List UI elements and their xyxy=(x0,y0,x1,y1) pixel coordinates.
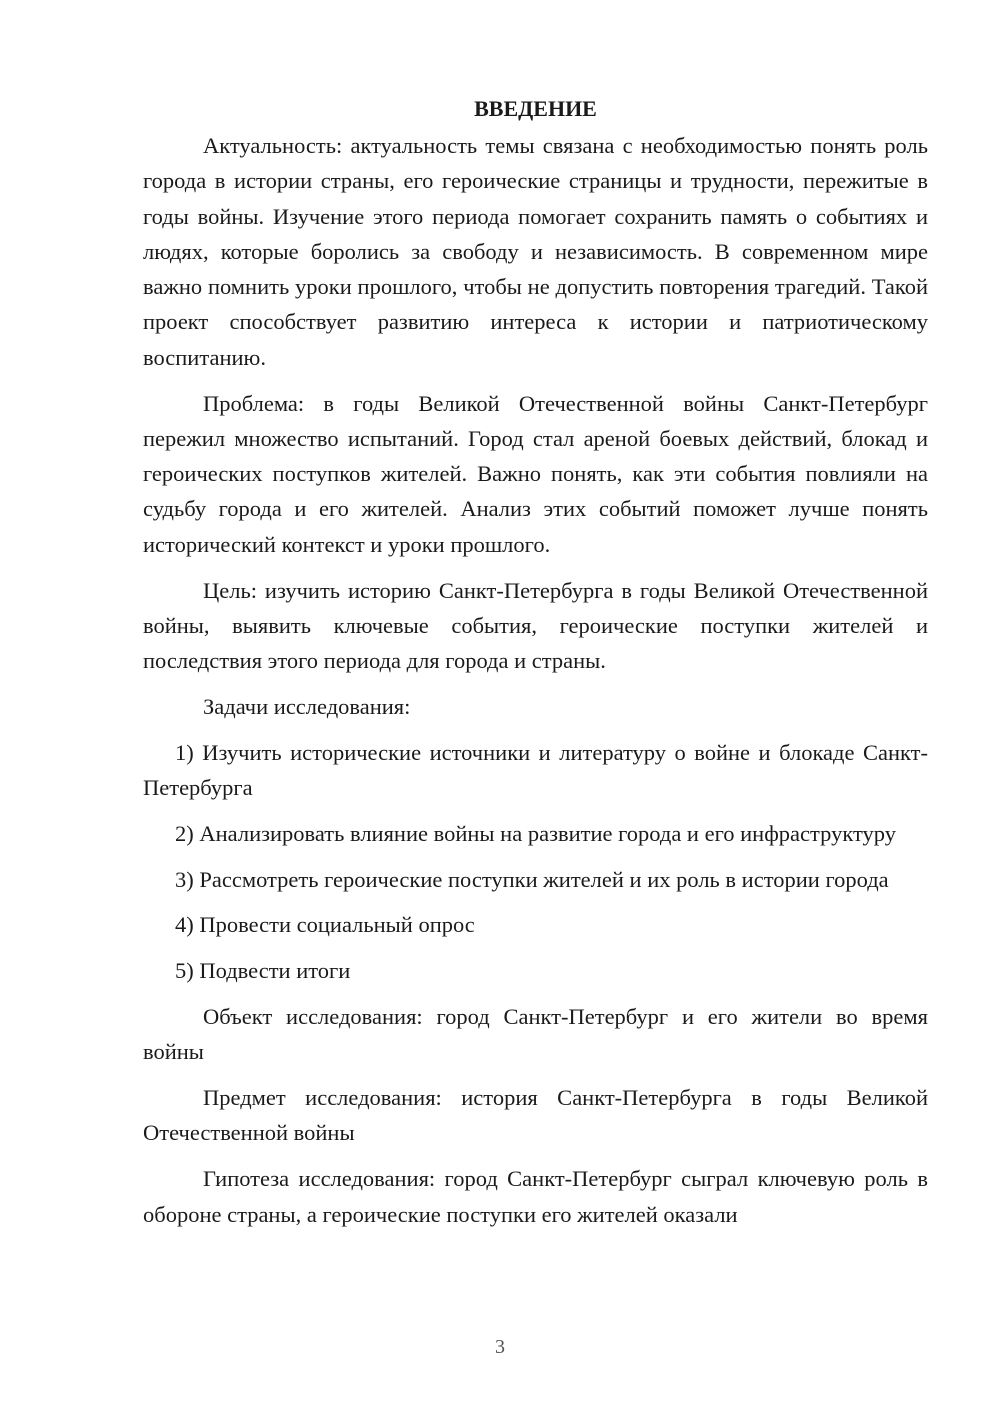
section-title: ВВЕДЕНИЕ xyxy=(474,96,597,121)
problem-paragraph: Проблема: в годы Великой Отечественной войны Санкт-Петербург пережил множество испытаний. Город стал ареной боевых действий, блокад и героических поступков жителей. Важно понять, как эти события повлияли на судьбу города и его жителей. Анализ этих событий поможет лучше понять исторический контекст и уроки прошлого. xyxy=(143,390,928,557)
tasks-heading: Задачи исследования: xyxy=(203,693,411,719)
task-item-3: 3) Рассмотреть героические поступки жителей и их роль в истории города xyxy=(175,866,889,892)
task-item-1: 1) Изучить исторические источники и литературу о войне и блокаде Санкт-Петербурга xyxy=(143,739,928,801)
hypothesis-paragraph: Гипотеза исследования: город Санкт-Петербург сыграл ключевую роль в обороне страны, а героические поступки его жителей оказали xyxy=(143,1166,928,1227)
page-number: 3 xyxy=(495,1336,505,1358)
task-item-4: 4) Провести социальный опрос xyxy=(175,912,475,938)
object-paragraph: Объект исследования: город Санкт-Петербург и его жители во время войны xyxy=(143,1004,928,1065)
task-item-2: 2) Анализировать влияние войны на развитие города и его инфраструктуру xyxy=(175,820,896,846)
relevance-paragraph: Актуальность: актуальность темы связана с необходимостью понять роль города в истории страны, его героические страницы и трудности, пережитые в годы войны. Изучение этого периода помогает сохранить память о событиях и людях, которые боролись за свободу и независимость. В современном мире важно помнить уроки прошлого, чтобы не допустить повторения трагедий. Такой проект способствует развитию интереса к истории и патриотическому воспитанию. xyxy=(143,133,928,370)
subject-paragraph: Предмет исследования: история Санкт-Петербурга в годы Великой Отечественной войны xyxy=(143,1085,928,1146)
goal-paragraph: Цель: изучить историю Санкт-Петербурга в годы Великой Отечественной войны, выявить ключевые события, героические поступки жителей и последствия этого периода для города и страны. xyxy=(143,577,928,674)
task-item-5: 5) Подвести итоги xyxy=(175,958,351,984)
document-page xyxy=(143,94,928,1232)
